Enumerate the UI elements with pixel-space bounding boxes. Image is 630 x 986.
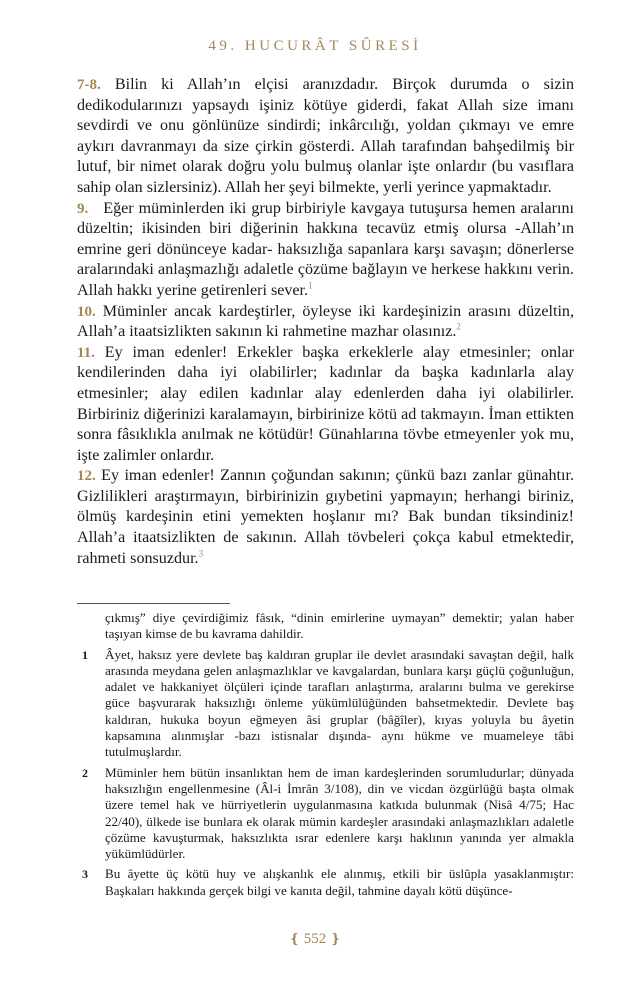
running-header: 49. HUCURÂT SÛRESİ: [208, 38, 422, 54]
verse-text: Ey iman edenler! Zannın çoğundan sakının; çünkü bazı zanlar günahtır. Gizlilikleri araştırmayın, birbirinizin gıybetini yapmayın; herhangi biriniz, ölmüş kardeşinin etini yemekten hoşlanır mı? Bak bundan tiksindiniz! Allah’a itaatsizlikten de sakının. Allah tövbeleri çokça kabul etmektedir, rahmeti sonsuzdur.: [77, 467, 574, 567]
verse: [77, 343, 574, 467]
verse: [77, 466, 574, 569]
footnote-text: çıkmış” diye çevirdiğimiz fâsık, “dinin emirlerine uymayan” demektir; yalan haber taşıyan kimse de bu kavrama dahildir.: [105, 610, 574, 642]
footnote-ref[interactable]: 2: [456, 321, 461, 332]
page-number-value: 552: [303, 931, 327, 947]
footnote: [77, 765, 574, 863]
verse-number: 7-8.: [77, 77, 101, 93]
footnote-number: 3: [82, 867, 88, 882]
footnote: [77, 866, 574, 899]
footnote-number: 1: [82, 647, 88, 662]
verse-text: Ey iman edenler! Erkekler başka erkeklerle alay etmesinler; onlar kendilerinden daha iyi olabilirler; kadınlar da başka kadınlarla alay etmesinler; alay edilen kadınlar alay edenlerden daha iyi olabilirler. Birbiriniz diğerinizi karalamayın, birbirinize kötü ad takmayın. İman ettikten sonra fâsıklıkla anılmak ne kötüdür! Günahlarına tövbe etmeyenler yok mu, işte zalimler onlardır.: [77, 343, 574, 464]
footnote-text: Âyet, haksız yere devlete baş kaldıran gruplar ile devlet arasındaki savaştan değil, halk arasında meydana gelen anlaşmazlıklar ve kavgalardan, bunlara karşı güçlü çoğunluğun, adalet ve hakkaniyet ölçüleri içinde tarafları anlaştırma, aralarını bulma ve gerekirse güce başvurarak haksızlığı önleme yükümlülüğünden bahsetmektedir. Devlete baş kaldıran, hukuka boyun eğmeyen âsi gruplar (bâğîler), kıyas yoluyla bu âyetin kapsamına alınmışlar -bazı istisnalar dışında- aynı hükme ve muameleye tâbi tutulmuşlardır.: [105, 646, 574, 760]
verse-text: Bilin ki Allah’ın elçisi aranızdadır. Birçok durumda o sizin dedikodularınızı yapsaydı işiniz kötüye giderdi, fakat Allah size imanı sevdirdi ve onu gönlünüze sindirdi; inkârcılığı, yoldan çıkmayı ve emre aykırı davranmayı da size çirkin gösterdi. Allah tarafından bahşedilmiş bir lutuf, bir nimet olarak doğru yolu bulmuş olanlar işte onlardır (bu vasıflara sahip olan sizlersiniz). Allah her şeyi bilmekte, yerli yerince yapmaktadır.: [77, 76, 575, 196]
ornament-left-icon: ❴: [289, 931, 300, 946]
verse-number: 10.: [77, 303, 96, 320]
verse-text: Müminler ancak kardeştirler, öyleyse iki kardeşinizin arasını düzeltin, Allah’a itaatsizlikten sakının ki rahmetine mazhar olasınız.: [77, 302, 574, 341]
main-text: [77, 75, 574, 569]
verse: [77, 199, 574, 302]
verse-text: Eğer müminlerden iki grup birbiriyle kavgaya tutuşursa hemen aralarını düzeltin; ikisinden biri diğerinin hakkına tecavüz etmiş olursa -Allah’ın emrine geri dönünceye kadar- haksızlığa sapanlara karşı savaşın; dönerlerse aralarındaki anlaşmazlığı adaletle çözüme bağlayın ve herkese hakkını verin. Allah hakkı yerine getirenleri sever.: [77, 199, 574, 299]
footnote-ref[interactable]: 1: [308, 280, 313, 291]
ornament-right-icon: ❵: [330, 931, 341, 946]
verse: [77, 302, 574, 343]
footnotes: [77, 610, 574, 899]
footnote-text: Müminler hem bütün insanlıktan hem de iman kardeşlerinden sorumludurlar; dünyada haksızlığın engellenmesine (Âl-i İmrân 3/108), din ve vicdan özgürlüğü başta olmak üzere temel hak ve hürriyetlerin uygulanmasına katkıda bulunmak (Nisâ 4/75; Hac 22/40), ülkede ise bunlara ek olarak mümin kardeşler arasındaki anlaşmazlıkları adaletle çözüme kavuşturmak, haksızlıkta ısrar edenlere karşı haklının yanında yer almakla yükümlüdürler.: [105, 764, 574, 862]
footnote-ref[interactable]: 3: [198, 548, 204, 559]
verse-number: 9.: [77, 200, 89, 217]
verse: [77, 75, 574, 199]
page-number: [0, 931, 630, 948]
footnote-divider: [77, 603, 230, 604]
verse-number: 12.: [77, 468, 96, 485]
footnote: [77, 647, 574, 761]
footnote-number: 2: [82, 765, 88, 780]
footnote-text: Bu âyette üç kötü huy ve alışkanlık ele alınmış, etkili bir üslûpla yasaklanmıştır: Başkaları hakkında gerçek bilgi ve kanıta değil, tahmine dayalı kötü düşünce-: [105, 866, 574, 898]
footnote-continuation: [77, 610, 574, 643]
verse-number: 11.: [77, 344, 95, 361]
